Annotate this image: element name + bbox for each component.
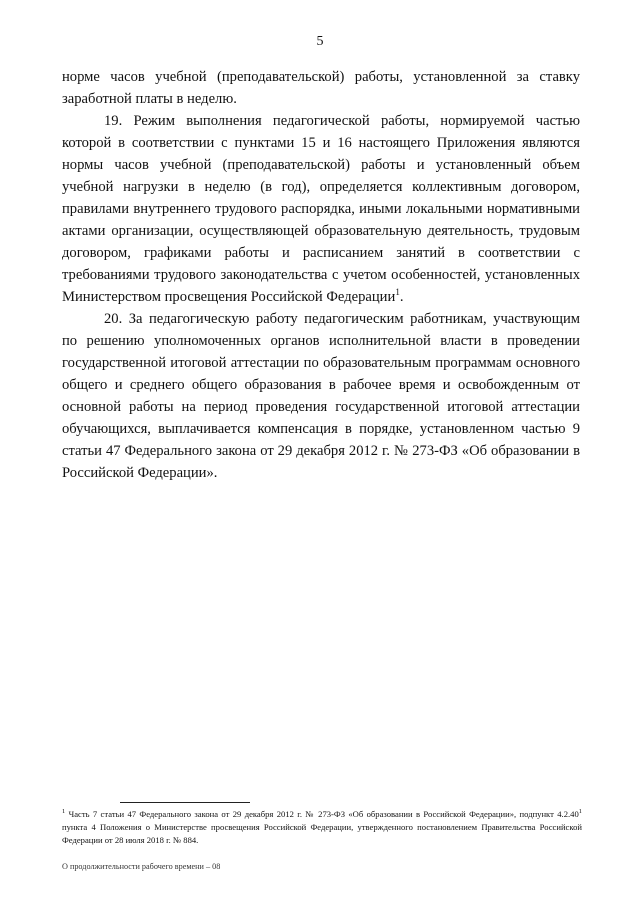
paragraph-continuation: норме часов учебной (преподавательской) работы, установленной за ставку заработной платы в неделю.	[62, 69, 580, 107]
document-body	[62, 66, 580, 484]
paragraph-20: 20. За педагогическую работу педагогическим работникам, участвующим по решению уполномоченных органов исполнительной власти в проведении государственной итоговой аттестации по образовательным программам основного общего и среднего общего образования в рабочее время и освобожденным от основной работы на период проведения государственной итоговой аттестации обучающихся, выплачивается компенсация в порядке, установленном частью 9 статьи 47 Федерального закона от 29 декабря 2012 г. № 273-ФЗ «Об образовании в Российской Федерации».	[62, 311, 580, 481]
footnote	[62, 808, 582, 847]
document-footer: О продолжительности рабочего времени – 08	[62, 862, 221, 871]
footnote-reference: 1	[395, 287, 400, 298]
footnote-divider	[120, 802, 250, 803]
footnote-text-a: Часть 7 статьи 47 Федерального закона от 29 декабря 2012 г. № 273-ФЗ «Об образовании в Российской Федерации», подпункт 4.2.40	[65, 809, 579, 819]
footnote-text-b: пункта 4 Положения о Министерстве просвещения Российской Федерации, утвержденного постановлением Правительства Российской Федерации от 28 июля 2018 г. № 884.	[62, 822, 582, 845]
paragraph-19-end: .	[399, 289, 404, 305]
paragraph-19-text: 19. Режим выполнения педагогической работы, нормируемой частью которой в соответствии с пунктами 15 и 16 настоящего Приложения являются нормы часов учебной (преподавательской) работы и установленный объем учебной нагрузки в неделю (в год), определяется коллективным договором, правилами внутреннего трудового распорядка, иными локальными нормативными актами организации, осуществляющей образовательную деятельность, трудовым договором, графиками работы и расписанием занятий в соответствии с требованиями трудового законодательства с учетом особенностей, установленных Министерством просвещения Российской Федерации	[62, 113, 580, 305]
page-number: 5	[316, 34, 324, 49]
footnote-mark: 1	[62, 808, 66, 816]
paragraph-19	[62, 110, 580, 308]
footnote-sup-mark: 1	[578, 808, 582, 816]
